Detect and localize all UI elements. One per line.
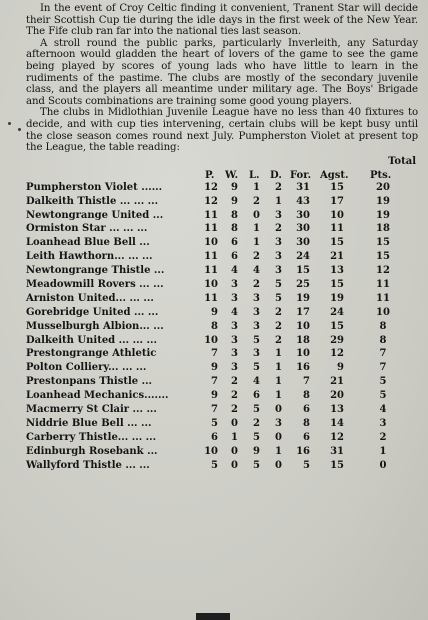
lost-value: 4: [253, 376, 260, 388]
points-value: 20: [376, 181, 390, 193]
drawn-value: 0: [275, 459, 282, 471]
points-value: 12: [376, 265, 390, 277]
drawn-value: 2: [275, 223, 282, 235]
played-value: 10: [204, 334, 218, 346]
team-name: Wallyford Thistle ... ...: [26, 459, 150, 471]
won-value: 9: [231, 195, 238, 207]
points-value: 11: [376, 292, 390, 304]
won-value: 9: [231, 181, 238, 193]
points-value: 0: [379, 459, 387, 471]
won-value: 0: [231, 417, 238, 429]
points-value: 7: [379, 348, 387, 360]
team-name: Prestonpans Thistle ...: [26, 376, 153, 388]
goals-for-value: 43: [296, 195, 310, 207]
goals-for-value: 30: [296, 223, 310, 235]
goals-for-value: 17: [296, 306, 310, 318]
team-name: Prestongrange Athletic: [26, 348, 157, 360]
won-value: 6: [231, 237, 238, 249]
team-name: Newtongrange Thistle ...: [26, 265, 165, 277]
won-value: 1: [231, 431, 238, 443]
team-name: Dalkeith Thistle ... ... ...: [26, 195, 159, 207]
print-speck: [8, 122, 11, 125]
team-name: Dalkeith United ... ... ...: [26, 334, 157, 346]
table-row: [0, 445, 428, 459]
goals-against-value: 29: [330, 334, 344, 346]
played-value: 8: [211, 320, 218, 332]
goals-for-value: 6: [303, 403, 310, 415]
played-value: 5: [211, 459, 218, 471]
drawn-value: 2: [275, 181, 282, 193]
drawn-value: 5: [275, 278, 282, 290]
lost-value: 0: [253, 209, 260, 221]
lost-value: 5: [253, 362, 260, 374]
goals-against-value: 15: [330, 237, 344, 249]
lost-value: 3: [253, 306, 260, 318]
goals-for-value: 25: [296, 278, 310, 290]
lost-value: 5: [253, 403, 260, 415]
lost-value: 1: [253, 237, 260, 249]
goals-for-value: 7: [303, 376, 310, 388]
lost-value: 9: [253, 445, 260, 457]
header-points: Pts.: [370, 169, 392, 181]
won-value: 6: [231, 251, 238, 263]
goals-against-value: 19: [330, 292, 344, 304]
goals-against-value: 12: [330, 348, 344, 360]
header-total: Total: [388, 155, 416, 167]
goals-for-value: 8: [303, 390, 310, 402]
header-lost: L.: [249, 169, 260, 181]
team-name: Polton Colliery... ... ...: [26, 362, 147, 374]
lost-value: 2: [253, 417, 260, 429]
goals-for-value: 16: [296, 362, 310, 374]
goals-against-value: 17: [330, 195, 344, 207]
print-speck: [18, 128, 21, 131]
team-name: Pumpherston Violet ......: [26, 181, 163, 193]
goals-against-value: 21: [330, 251, 344, 263]
won-value: 3: [231, 334, 238, 346]
goals-against-value: 15: [330, 278, 344, 290]
drawn-value: 3: [275, 417, 282, 429]
played-value: 7: [211, 376, 218, 388]
table-row: [0, 236, 428, 250]
won-value: 4: [231, 306, 238, 318]
table-row: [0, 306, 428, 320]
goals-against-value: 31: [330, 445, 344, 457]
goals-against-value: 21: [330, 376, 344, 388]
goals-against-value: 11: [330, 223, 344, 235]
table-row: [0, 431, 428, 445]
won-value: 3: [231, 362, 238, 374]
table-row: [0, 264, 428, 278]
won-value: 2: [231, 376, 238, 388]
team-name: Loanhead Blue Bell ...: [26, 237, 150, 249]
goals-for-value: 30: [296, 209, 310, 221]
paragraph-public-parks: A stroll round the public parks, particularly Inverleith, any Saturday afternoon would gladden the heart of lovers of the game to see the game being played by scores of young lads who have little to learn in the rudiments of the pastime. The clubs are mostly of the secondary juvenile class, and the players all meantime under military age. The Boys' Brigade and Scouts combinations are training some good young players.: [26, 37, 418, 107]
table-row: [0, 209, 428, 223]
won-value: 2: [231, 390, 238, 402]
goals-for-value: 18: [296, 334, 310, 346]
drawn-value: 0: [275, 403, 282, 415]
points-value: 19: [376, 195, 390, 207]
points-value: 2: [379, 431, 387, 443]
lost-value: 4: [253, 265, 260, 277]
lost-value: 2: [253, 278, 260, 290]
goals-against-value: 13: [330, 403, 344, 415]
goals-against-value: 9: [337, 362, 344, 374]
goals-for-value: 31: [296, 181, 310, 193]
table-row: [0, 292, 428, 306]
drawn-value: 3: [275, 237, 282, 249]
table-row: [0, 347, 428, 361]
goals-for-value: 19: [296, 292, 310, 304]
drawn-value: 1: [275, 376, 282, 388]
points-value: 4: [379, 403, 387, 415]
team-name: Meadowmill Rovers ... ...: [26, 278, 164, 290]
lost-value: 2: [253, 195, 260, 207]
drawn-value: 2: [275, 334, 282, 346]
won-value: 0: [231, 445, 238, 457]
goals-against-value: 12: [330, 431, 344, 443]
table-row: [0, 389, 428, 403]
table-row: [0, 417, 428, 431]
goals-for-value: 30: [296, 237, 310, 249]
drawn-value: 5: [275, 292, 282, 304]
played-value: 7: [211, 403, 218, 415]
header-won: W.: [225, 169, 239, 181]
table-row: [0, 320, 428, 334]
played-value: 10: [204, 445, 218, 457]
points-value: 15: [376, 237, 390, 249]
played-value: 11: [204, 209, 218, 221]
team-name: Arniston United... ... ...: [26, 292, 154, 304]
points-value: 8: [379, 334, 387, 346]
points-value: 15: [376, 251, 390, 263]
team-name: Carberry Thistle... ... ...: [26, 431, 157, 443]
played-value: 11: [204, 292, 218, 304]
team-name: Loanhead Mechanics.......: [26, 390, 169, 402]
table-row: [0, 278, 428, 292]
points-value: 1: [379, 445, 387, 457]
table-row: [0, 222, 428, 236]
drawn-value: 2: [275, 320, 282, 332]
played-value: 9: [211, 306, 218, 318]
won-value: 8: [231, 209, 238, 221]
won-value: 3: [231, 278, 238, 290]
drawn-value: 0: [275, 431, 282, 443]
played-value: 11: [204, 265, 218, 277]
played-value: 10: [204, 237, 218, 249]
goals-for-value: 10: [296, 320, 310, 332]
team-name: Macmerry St Clair ... ...: [26, 403, 157, 415]
drawn-value: 1: [275, 362, 282, 374]
points-value: 7: [379, 362, 387, 374]
goals-for-value: 10: [296, 348, 310, 360]
header-goals-for: For.: [290, 169, 312, 181]
played-value: 10: [204, 278, 218, 290]
header-played: P.: [205, 169, 215, 181]
drawn-value: 3: [275, 265, 282, 277]
team-name: Newtongrange United ...: [26, 209, 164, 221]
table-row: [0, 375, 428, 389]
drawn-value: 1: [275, 195, 282, 207]
played-value: 9: [211, 390, 218, 402]
played-value: 12: [204, 195, 218, 207]
played-value: 9: [211, 362, 218, 374]
points-value: 18: [376, 223, 390, 235]
points-value: 8: [379, 320, 387, 332]
team-name: Leith Hawthorn... ... ...: [26, 251, 153, 263]
lost-value: 5: [253, 334, 260, 346]
goals-for-value: 8: [303, 417, 310, 429]
league-table: [0, 181, 428, 473]
lost-value: 3: [253, 320, 260, 332]
played-value: 7: [211, 348, 218, 360]
goals-for-value: 16: [296, 445, 310, 457]
lost-value: 5: [253, 431, 260, 443]
lost-value: 1: [253, 223, 260, 235]
goals-for-value: 5: [303, 459, 310, 471]
played-value: 6: [211, 431, 218, 443]
goals-against-value: 24: [330, 306, 344, 318]
league-table-header: [0, 156, 428, 181]
table-row: [0, 459, 428, 473]
lost-value: 3: [253, 348, 260, 360]
table-row: [0, 181, 428, 195]
played-value: 5: [211, 417, 218, 429]
table-row: [0, 195, 428, 209]
table-row: [0, 361, 428, 375]
drawn-value: 1: [275, 348, 282, 360]
goals-for-value: 24: [296, 251, 310, 263]
team-name: Gorebridge United ... ...: [26, 306, 159, 318]
won-value: 3: [231, 320, 238, 332]
goals-against-value: 20: [330, 390, 344, 402]
points-value: 19: [376, 209, 390, 221]
won-value: 3: [231, 348, 238, 360]
points-value: 10: [376, 306, 390, 318]
won-value: 0: [231, 459, 238, 471]
lost-value: 2: [253, 251, 260, 263]
drawn-value: 3: [275, 209, 282, 221]
paragraph-croy-celtic: In the event of Croy Celtic finding it convenient, Tranent Star will decide their Scottish Cup tie during the idle days in the first week of the New Year. The Fife club ran far into the national ties last season.: [26, 3, 418, 38]
lost-value: 1: [253, 181, 260, 193]
header-goals-against: Agst.: [320, 169, 349, 181]
won-value: 3: [231, 292, 238, 304]
column-rule-mark: [196, 613, 230, 620]
played-value: 11: [204, 223, 218, 235]
team-name: Ormiston Star ... ... ...: [26, 223, 148, 235]
won-value: 8: [231, 223, 238, 235]
played-value: 12: [204, 181, 218, 193]
goals-against-value: 15: [330, 181, 344, 193]
team-name: Edinburgh Rosebank ...: [26, 445, 158, 457]
goals-against-value: 15: [330, 320, 344, 332]
team-name: Musselburgh Albion... ...: [26, 320, 164, 332]
goals-for-value: 6: [303, 431, 310, 443]
drawn-value: 1: [275, 390, 282, 402]
points-value: 11: [376, 278, 390, 290]
points-value: 5: [379, 376, 387, 388]
goals-against-value: 13: [330, 265, 344, 277]
team-name: Niddrie Blue Bell ... ...: [26, 417, 152, 429]
header-drawn: D.: [270, 169, 282, 181]
goals-against-value: 10: [330, 209, 344, 221]
lost-value: 5: [253, 459, 260, 471]
table-row: [0, 334, 428, 348]
goals-for-value: 15: [296, 265, 310, 277]
points-value: 3: [379, 417, 387, 429]
won-value: 2: [231, 403, 238, 415]
won-value: 4: [231, 265, 238, 277]
drawn-value: 2: [275, 306, 282, 318]
drawn-value: 3: [275, 251, 282, 263]
drawn-value: 1: [275, 445, 282, 457]
played-value: 11: [204, 251, 218, 263]
table-row: [0, 250, 428, 264]
lost-value: 3: [253, 292, 260, 304]
points-value: 5: [379, 390, 387, 402]
table-row: [0, 403, 428, 417]
goals-against-value: 14: [330, 417, 344, 429]
goals-against-value: 15: [330, 459, 344, 471]
paragraph-midlothian-league: The clubs in Midlothian Juvenile League have no less than 40 fixtures to decide, and with cup ties intervening, certain clubs will be kept busy until the close season comes round next July. Pumpherston Violet at present top the League, the table reading:: [26, 107, 418, 154]
lost-value: 6: [253, 390, 260, 402]
